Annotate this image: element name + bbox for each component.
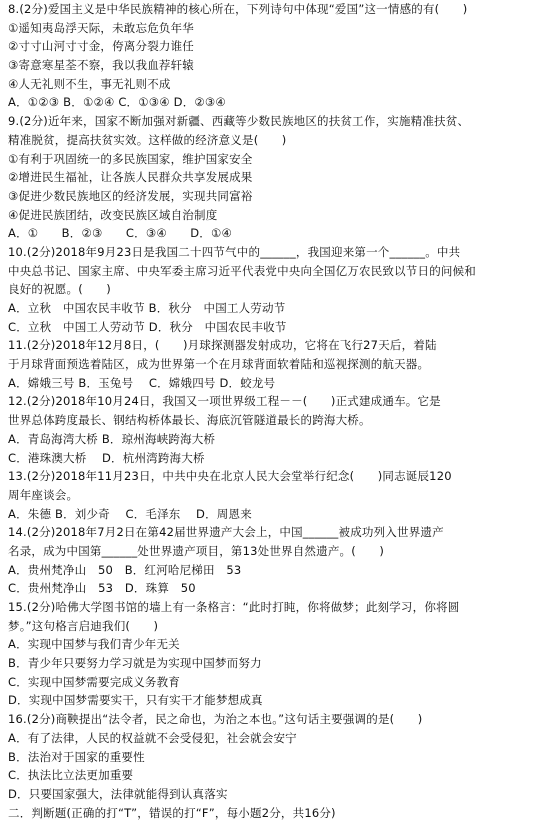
- question-10-stem: 10.(2分)2018年9月23日是我国二十四节气中的______，我国迎来第一个______。中共: [8, 244, 461, 259]
- question-12: [8, 392, 538, 467]
- question-15-option-d: D．实现中国梦需要实干，只有实干才能梦想成真: [8, 693, 263, 708]
- question-15-option-b: B．青少年只要努力学习就是为实现中国梦而努力: [8, 656, 262, 671]
- question-8-item-4: ④人无礼则不生，事无礼则不成: [8, 76, 171, 91]
- question-13-stem: 13.(2分)2018年11月23日，中共中央在北京人民大会堂举行纪念( )同志诞辰120: [8, 469, 452, 484]
- question-8-options: A．①②③ B．①②④ C．①③④ D．②③④: [8, 95, 226, 110]
- question-13: [8, 467, 538, 523]
- question-8: [8, 0, 538, 112]
- question-12-options-cd: C．港珠澳大桥 D．杭州湾跨海大桥: [8, 450, 205, 465]
- question-14: [8, 523, 538, 598]
- question-14-stem: 14.(2分)2018年7月2日在第42届世界遗产大会上，中国______被成功列入世界遗产: [8, 525, 444, 540]
- question-11-stem: 11.(2分)2018年12月8日，( )月球探测器发射成功，它将在飞行27天后，着陆: [8, 338, 437, 353]
- question-10-stem-cont: 中央总书记、国家主席、中央军委主席习近平代表党中央向全国亿万农民致以节日的问候和: [8, 263, 476, 278]
- question-15-option-a: A．实现中国梦与我们青少年无关: [8, 637, 180, 652]
- question-16-option-b: B．法治对于国家的重要性: [8, 749, 145, 764]
- question-11: [8, 336, 538, 392]
- question-15: [8, 598, 538, 710]
- question-13-options: A．朱德 B．刘少奇 C．毛泽东 D．周恩来: [8, 506, 252, 521]
- question-11-stem-cont: 于月球背面预选着陆区，成为世界第一个在月球背面软着陆和巡视探测的航天器。: [8, 357, 430, 372]
- question-13-stem-cont: 周年座谈会。: [8, 487, 79, 502]
- question-8-item-1: ①遥知夷岛浮天际，未敢忘危负年华: [8, 20, 195, 35]
- question-9-stem: 9.(2分)近年来，国家不断加强对新疆、西藏等少数民族地区的扶贫工作，实施精准扶贫、: [8, 114, 470, 129]
- question-15-stem-cont: 梦。”这句格言启迪我们( ): [8, 618, 159, 633]
- question-10-options-cd: C．立秋 中国工人劳动节 D．秋分 中国农民丰收节: [8, 319, 287, 334]
- question-16: [8, 710, 538, 803]
- question-16-option-a: A．有了法律，人民的权益就不会受侵犯，社会就会安宁: [8, 730, 297, 745]
- question-10: [8, 243, 538, 336]
- question-12-options-ab: A．青岛海湾大桥 B．琼州海峡跨海大桥: [8, 431, 216, 446]
- question-16-option-c: C．执法比立法更加重要: [8, 768, 134, 783]
- question-14-options-cd: C．贵州梵净山 53 D．珠算 50: [8, 581, 196, 596]
- question-11-options: A．嫦娥三号 B．玉兔号 C．嫦娥四号 D．蛟龙号: [8, 375, 276, 390]
- question-12-stem-cont: 世界总体跨度最长、钢结构桥体最长、海底沉管隧道最长的跨海大桥。: [8, 413, 371, 428]
- question-15-option-c: C．实现中国梦需要完成义务教育: [8, 674, 181, 689]
- question-8-item-2: ②寸寸山河寸寸金，侉离分裂力谁任: [8, 39, 195, 54]
- question-12-stem: 12.(2分)2018年10月24日，我国又一项世界级工程－－( )正式建成通车。它是: [8, 394, 441, 409]
- question-14-stem-cont: 名录，成为中国第______处世界遗产项目，第13处世界自然遗产。( ): [8, 543, 385, 558]
- question-8-item-3: ③寄意寒星荃不察，我以我血荐轩辕: [8, 58, 195, 73]
- section-heading-judgment: 二．判断题(正确的打“T”，错误的打“F”，每小题2分，共16分): [8, 805, 336, 820]
- question-10-stem-end: 良好的祝愿。( ): [8, 282, 111, 297]
- question-9-item-2: ②增进民生福祉，让各族人民群众共享发展成果: [8, 170, 253, 185]
- question-9-item-4: ④促进民族团结，改变民族区域自治制度: [8, 207, 218, 222]
- question-9: [8, 112, 538, 243]
- question-8-stem: 8.(2分)爱国主义是中华民族精神的核心所在，下列诗句中体现“爱国”这一情感的有( ): [8, 2, 468, 16]
- question-9-item-1: ①有利于巩固统一的多民族国家，维护国家安全: [8, 151, 253, 166]
- question-10-options-ab: A．立秋 中国农民丰收节 B．秋分 中国工人劳动节: [8, 301, 286, 315]
- question-9-stem-cont: 精准脱贫，提高扶贫实效。这样做的经济意义是( ): [8, 132, 287, 147]
- question-9-options: A．① B．②③ C．③④ D．①④: [8, 226, 233, 241]
- question-9-item-3: ③促进少数民族地区的经济发展，实现共同富裕: [8, 188, 253, 203]
- question-15-stem: 15.(2分)哈佛大学图书馆的墙上有一条格言：“此时打盹，你将做梦；此刻学习，你将圆: [8, 600, 460, 614]
- question-16-option-d: D．只要国家强大，法律就能得到认真落实: [8, 786, 228, 801]
- question-16-stem: 16.(2分)商鞅提出“法令者，民之命也，为治之本也。”这句话主要强调的是( ): [8, 712, 423, 727]
- question-14-options-ab: A．贵州梵净山 50 B．红河哈尼梯田 53: [8, 562, 242, 577]
